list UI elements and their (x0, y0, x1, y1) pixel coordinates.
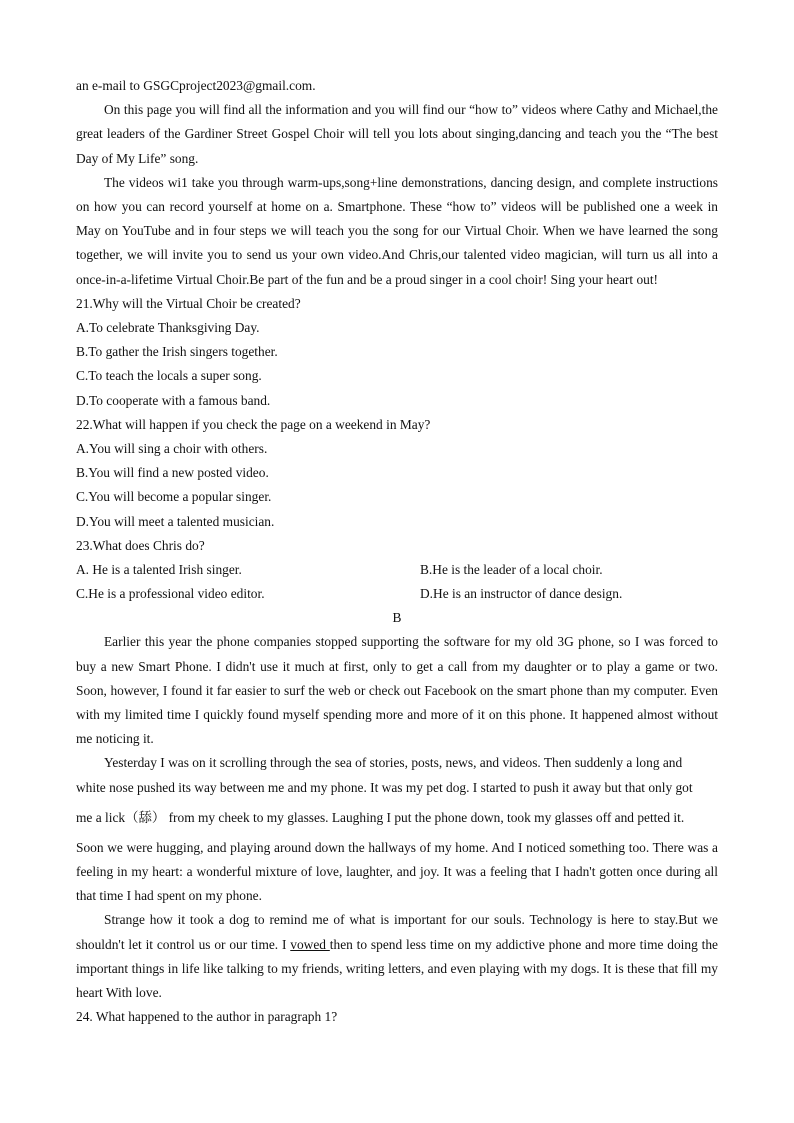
option-a: A.To celebrate Thanksgiving Day. (76, 320, 260, 335)
passage-a-paragraph-1: On this page you will find all the information and you will find our “how to” videos where Cathy and Michael,the great leaders of the Gardiner Street Gospel Choir will tell you lots about singing,dancing and teach you the “The best Day of My Life” song. (76, 102, 718, 166)
option-d: D.To cooperate with a famous band. (76, 392, 271, 408)
underlined-word: vowed (290, 936, 330, 952)
option-row (76, 582, 718, 606)
question-stem: 22.What will happen if you check the page on a weekend in May? (76, 416, 431, 432)
paragraph-text: then to spend less time on my addictive phone and more time doing the important things in life like talking to my friends, writing letters, and even playing with my dogs. It is these that fill my heart With love. (76, 936, 718, 1001)
question-24-stem: 24. What happened to the author in paragraph 1? (76, 1009, 338, 1025)
option-c: C.He is a professional video editor. (76, 586, 265, 602)
paragraph-text: Strange how it took a dog to remind me of what is important for our souls. Technology is here to stay.But we shouldn't let it control us or our time. I (76, 912, 718, 952)
option-c: C.You will become a popular singer. (76, 489, 272, 505)
passage-a-paragraph-2: The videos wi1 take you through warm-ups,song+line demonstrations, dancing design, and complete instructions on how you can record yourself at home on a. Smartphone. These “how to” videos will be published one a week in May on YouTube and in four steps we will teach you the song for our Virtual Choir. When we have learned the song together, we will invite you to send us your own video.And Chris,our talented video magician, will turn us all into a once-in-a-lifetime Virtual Choir.Be part of the fun and be a proud singer in a cool choir! Sing your heart out! (76, 174, 718, 287)
option-b: B.To gather the Irish singers together. (76, 344, 278, 360)
option-d: D.He is an instructor of dance design. (420, 586, 623, 602)
paragraph-text: Soon we were hugging, and playing around down the hallways of my home. And I noticed something too. There was a feeling in my heart: a wonderful mixture of love, laughter, and joy. It was a feeling that I hadn't gotten once during all that time I had spent on my phone. (76, 839, 718, 904)
question-21 (76, 292, 718, 413)
option-b: B.You will find a new posted video. (76, 465, 269, 481)
paragraph-line: white nose pushed its way between me and my phone. It was my pet dog. I started to push it away but that only got (76, 779, 693, 795)
question-22 (76, 413, 718, 534)
paragraph-line: me a lick（舔） from my cheek to my glasses. Laughing I put the phone down, took my glasses off and petted it. (76, 809, 685, 825)
question-23 (76, 534, 718, 607)
email-line: an e-mail to GSGCproject2023@gmail.com. (76, 78, 316, 93)
option-d: D.You will meet a talented musician. (76, 513, 275, 529)
question-stem: 21.Why will the Virtual Choir be created? (76, 295, 301, 311)
section-heading: B (392, 610, 402, 626)
passage-b-paragraph-2 (76, 751, 718, 908)
option-c: C.To teach the locals a super song. (76, 368, 262, 384)
question-stem: 23.What does Chris do? (76, 537, 205, 553)
option-a: A. He is a talented Irish singer. (76, 561, 242, 577)
paragraph-line: Yesterday I was on it scrolling through the sea of stories, posts, news, and videos. Then suddenly a long and (104, 755, 683, 771)
option-row (76, 558, 718, 582)
passage-b-paragraph-3 (76, 908, 718, 1005)
option-b: B.He is the leader of a local choir. (420, 561, 603, 577)
passage-b-paragraph-1: Earlier this year the phone companies stopped supporting the software for my old 3G phone, so I was forced to buy a new Smart Phone. I didn't use it much at first, only to get a call from my daughter or to play a game or two. Soon, however, I found it far easier to surf the web or check out Facebook on the smart phone than my computer. Even with my limited time I quickly found myself spending more and more of it on this phone. It happened almost without me noticing it. (76, 634, 718, 747)
document-page (76, 74, 718, 1029)
option-a: A.You will sing a choir with others. (76, 440, 268, 456)
